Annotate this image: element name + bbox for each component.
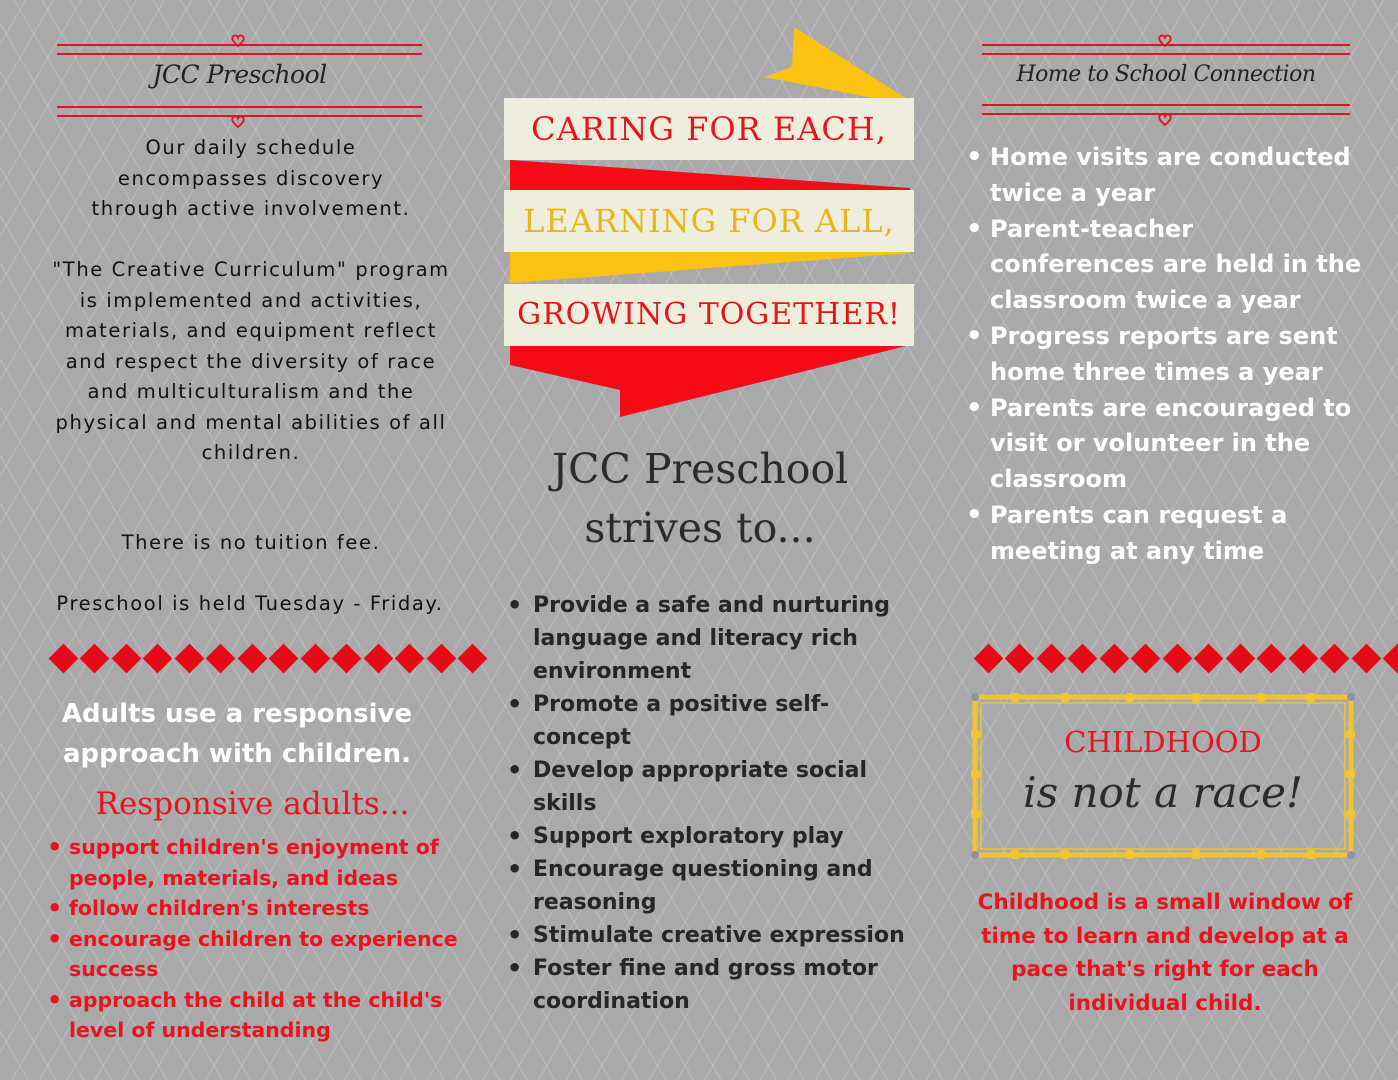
right-section-title: Home to School Connection [1016,62,1316,87]
schedule-paragraph: Our daily schedule encompasses discovery through active involvement. [91,136,411,220]
list-item: • Foster fine and gross motor coordination [503,952,923,1018]
schedule-days-paragraph: Preschool is held Tuesday - Friday. [56,592,444,615]
responsive-list [47,832,467,1046]
list-item: • follow children's interests [47,893,467,924]
banner-line-growing: GROWING TOGETHER! [504,284,914,346]
list-item: • Parent-teacher conferences are held in the classroom twice a year [960,212,1365,319]
list-item: • encourage children to experience success [47,924,467,985]
list-item: • Stimulate creative expression [503,919,923,952]
curriculum-paragraph: "The Creative Curriculum" program is implemented and activities, materials, and equipment reflect and respect the diversity of race and multiculturalism and the physical and mental abilities of all children. [52,258,450,464]
list-item: • Progress reports are sent home three times a year [960,319,1365,391]
childhood-closing-text: Childhood is a small window of time to learn and develop at a pace that's right for each individual child. [977,890,1353,1016]
list-item: • approach the child at the child's level of understanding [47,985,467,1046]
list-item: • Home visits are conducted twice a year [960,140,1365,212]
adults-responsive-text: Adults use a responsive approach with children. [61,699,413,769]
childhood-frame-line1: CHILDHOOD [1064,725,1262,759]
list-item: • Develop appropriate social skills [503,754,923,820]
heart-icon [1157,111,1173,127]
list-item: • support children's enjoyment of people, materials, and ideas [47,832,467,893]
banner-line-caring: CARING FOR EACH, [504,98,914,160]
list-item: • Parents can request a meeting at any time [960,498,1365,570]
list-item: • Encourage questioning and reasoning [503,853,923,919]
heart-icon [230,113,246,129]
childhood-frame-line2: is not a race! [1023,768,1303,817]
strives-heading: JCC Preschool strives to... [551,445,849,552]
heart-icon [230,32,246,48]
diamond-divider-right [974,648,1398,669]
list-item: • Promote a positive self-concept [503,688,923,754]
banner-line-learning: LEARNING FOR ALL, [504,190,914,252]
diamond-divider-left [49,648,487,669]
list-item: • Parents are encouraged to visit or volunteer in the classroom [960,391,1365,498]
home-school-list [960,140,1365,570]
responsive-heading: Responsive adults... [95,786,410,822]
list-item: • Provide a safe and nurturing language and literacy rich environment [503,589,923,688]
heart-icon [1157,32,1173,48]
strives-list [503,589,923,1018]
left-section-title: JCC Preschool [152,60,327,89]
list-item: • Support exploratory play [503,820,923,853]
tuition-paragraph: There is no tuition fee. [121,531,381,554]
